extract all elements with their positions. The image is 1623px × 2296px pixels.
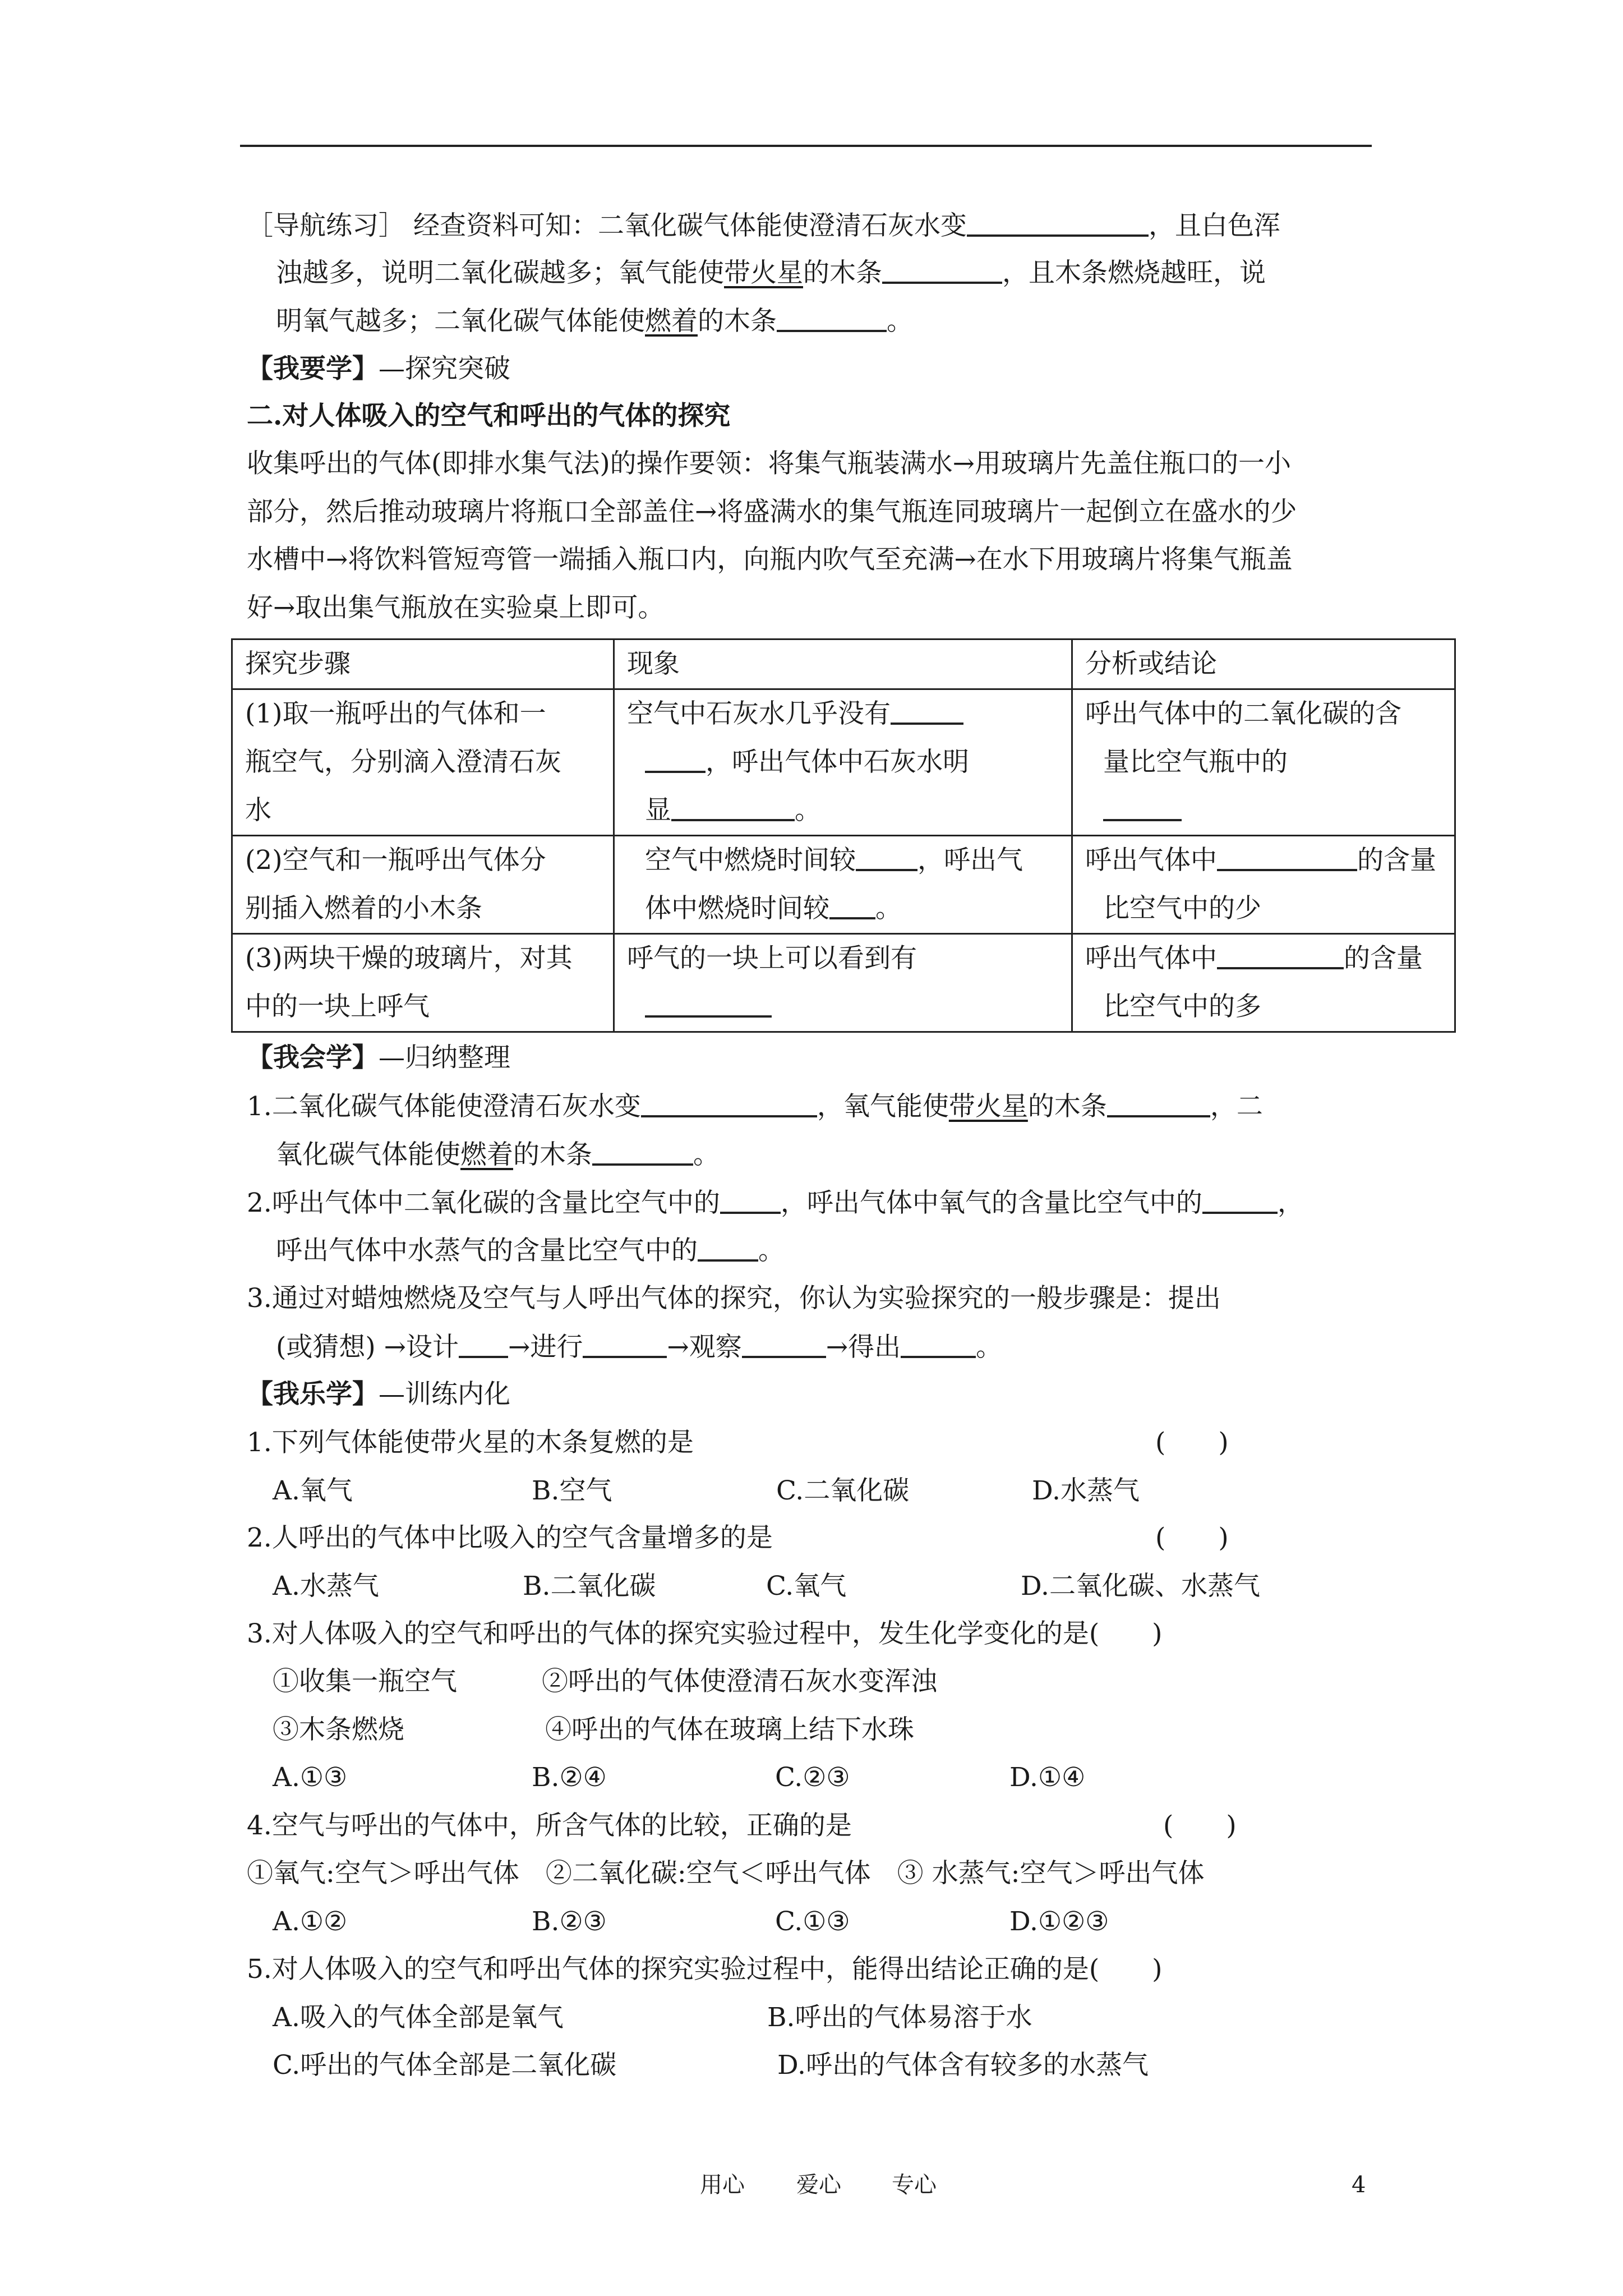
step-cell: (1)取一瓶呼出的气体和一 瓶空气，分别滴入澄清石灰 水 — [232, 689, 614, 836]
answer-blank[interactable] — [1217, 843, 1357, 871]
step-cell: (3)两块干燥的玻璃片，对其 中的一块上呼气 — [232, 934, 614, 1032]
section-heading-2: 二.对人体吸入的空气和呼出的气体的探究 — [247, 401, 731, 431]
table-row — [232, 934, 1455, 1032]
statement-2: ②呼出的气体使澄清石灰水变浑浊 — [542, 1666, 937, 1697]
option-a: A.吸入的气体全部是氧气 — [273, 2002, 564, 2033]
nav-line-3: 明氧气越多；二氧化碳气体能使燃着的木条 。 — [276, 304, 913, 338]
answer-blank[interactable] — [583, 1330, 667, 1358]
conclusion-cell: 呼出气体中 的含量 比空气中的少 — [1072, 836, 1455, 934]
option-a: A.①② — [273, 1906, 348, 1937]
answer-paren[interactable]: ( ) — [1163, 1810, 1237, 1841]
answer-blank[interactable] — [459, 1330, 508, 1358]
answer-blank[interactable] — [856, 843, 917, 871]
option-d: D.①④ — [1009, 1762, 1086, 1793]
nav-line-2: 浊越多，说明二氧化碳越多；氧气能使带火星的木条 ，且木条燃烧越旺，说 — [276, 256, 1266, 290]
answer-blank[interactable] — [1107, 1089, 1210, 1117]
option-b: B.②③ — [532, 1906, 607, 1937]
answer-blank[interactable] — [742, 1330, 826, 1358]
nav-line-1: ［导航练习］ 经查资料可知：二氧化碳气体能使澄清石灰水变 ，且白色浑 — [247, 209, 1280, 243]
statement-4: ④呼出的气体在玻璃上结下水珠 — [545, 1714, 914, 1745]
header-rule — [240, 145, 1372, 147]
phenomenon-cell: 呼气的一块上可以看到有 — [614, 934, 1072, 1032]
table-row — [232, 689, 1455, 836]
footer-motto-2: 爱心 — [796, 2172, 841, 2198]
experiment-table — [231, 638, 1456, 1033]
option-a: A.①③ — [273, 1762, 348, 1793]
footer-motto-3: 专心 — [892, 2172, 937, 2198]
table-row — [232, 836, 1455, 934]
option-d: D.水蒸气 — [1032, 1475, 1140, 1506]
table-header-cell: 探究步骤 — [232, 639, 614, 689]
answer-blank[interactable] — [698, 1234, 758, 1262]
summary-1-line-1: 1.二氧化碳气体能使澄清石灰水变 ，氧气能使带火星的木条 ，二 — [247, 1089, 1263, 1124]
answer-blank[interactable] — [829, 891, 875, 919]
footer-motto-1: 用心 — [700, 2172, 745, 2198]
option-d: D.呼出的气体含有较多的水蒸气 — [777, 2050, 1149, 2081]
table-header-row — [232, 639, 1455, 689]
summary-3-line-2: (或猜想) →设计 →进行 →观察 →得出 。 — [276, 1330, 1002, 1364]
question-3-stem: 3.对人体吸入的空气和呼出的气体的探究实验过程中，发生化学变化的是( ) — [247, 1618, 1163, 1649]
phenomenon-cell: 空气中石灰水几乎没有 ，呼出气体中石灰水明 显 。 — [614, 689, 1072, 836]
procedure-line-2: 部分，然后推动玻璃片将瓶口全部盖住→将盛满水的集气瓶连同玻璃片一起倒立在盛水的少 — [247, 496, 1297, 527]
answer-blank[interactable] — [645, 990, 772, 1018]
option-a: A.氧气 — [273, 1475, 353, 1506]
answer-blank[interactable] — [641, 1089, 817, 1117]
summary-2-line-2: 呼出气体中水蒸气的含量比空气中的 。 — [276, 1234, 785, 1268]
answer-blank[interactable] — [901, 1330, 976, 1358]
option-b: B.②④ — [532, 1762, 607, 1793]
conclusion-cell: 呼出气体中的二氧化碳的含 量比空气瓶中的 — [1072, 689, 1455, 836]
answer-blank[interactable] — [1217, 941, 1344, 969]
question-4-stem: 4.空气与呼出的气体中，所含气体的比较，正确的是 — [247, 1810, 852, 1841]
table-header-cell: 现象 — [614, 639, 1072, 689]
statement-1: ①收集一瓶空气 — [273, 1666, 457, 1697]
procedure-line-1: 收集呼出的气体(即排水集气法)的操作要领：将集气瓶装满水→用玻璃片先盖住瓶口的一小 — [247, 448, 1292, 479]
answer-paren[interactable]: ( ) — [1155, 1522, 1229, 1553]
option-b: B.空气 — [532, 1475, 612, 1506]
section-wohuixue: 【我会学】—归纳整理 — [247, 1042, 510, 1073]
summary-2-line-1: 2.呼出气体中二氧化碳的含量比空气中的 ，呼出气体中氧气的含量比空气中的 ， — [247, 1186, 1304, 1220]
option-a: A.水蒸气 — [273, 1571, 379, 1602]
option-c: C.呼出的气体全部是二氧化碳 — [273, 2050, 617, 2081]
option-c: C.二氧化碳 — [776, 1475, 910, 1506]
answer-blank[interactable] — [891, 697, 963, 725]
answer-blank[interactable] — [645, 745, 706, 773]
question-5-stem: 5.对人体吸入的空气和呼出气体的探究实验过程中，能得出结论正确的是( ) — [247, 1954, 1163, 1985]
answer-blank[interactable] — [882, 256, 1002, 284]
summary-3-line-1: 3.通过对蜡烛燃烧及空气与人呼出气体的探究，你认为实验探究的一般步骤是：提出 — [247, 1283, 1221, 1314]
question-2-stem: 2.人呼出的气体中比吸入的空气含量增多的是 — [247, 1522, 773, 1553]
option-c: C.氧气 — [766, 1571, 847, 1602]
section-wolexue: 【我乐学】—训练内化 — [247, 1379, 510, 1410]
conclusion-cell: 呼出气体中 的含量 比空气中的多 — [1072, 934, 1455, 1032]
answer-blank[interactable] — [1103, 793, 1182, 821]
answer-paren[interactable]: ( ) — [1155, 1427, 1229, 1458]
comparison-statements: ①氧气:空气＞呼出气体 ②二氧化碳:空气＜呼出气体 ③ 水蒸气:空气＞呼出气体 — [247, 1858, 1205, 1889]
statement-3: ③木条燃烧 — [273, 1714, 404, 1745]
answer-blank[interactable] — [967, 209, 1149, 237]
answer-blank[interactable] — [592, 1138, 693, 1166]
answer-blank[interactable] — [720, 1186, 781, 1214]
summary-1-line-2: 氧化碳气体能使燃着的木条 。 — [276, 1138, 720, 1172]
option-d: D.①②③ — [1009, 1906, 1109, 1937]
question-1-stem: 1.下列气体能使带火星的木条复燃的是 — [247, 1427, 694, 1458]
option-c: C.②③ — [775, 1762, 850, 1793]
table-header-cell: 分析或结论 — [1072, 639, 1455, 689]
procedure-line-4: 好→取出集气瓶放在实验桌上即可。 — [247, 592, 665, 623]
answer-blank[interactable] — [777, 304, 887, 332]
step-cell: (2)空气和一瓶呼出气体分 别插入燃着的小木条 — [232, 836, 614, 934]
phenomenon-cell: 空气中燃烧时间较 ，呼出气 体中燃烧时间较 。 — [614, 836, 1072, 934]
option-b: B.呼出的气体易溶于水 — [767, 2002, 1032, 2033]
option-d: D.二氧化碳、水蒸气 — [1021, 1571, 1260, 1602]
section-woyaoxue: 【我要学】—探究突破 — [247, 353, 510, 384]
page-number: 4 — [1352, 2172, 1366, 2198]
answer-blank[interactable] — [671, 793, 795, 821]
procedure-line-3: 水槽中→将饮料管短弯管一端插入瓶口内，向瓶内吹气至充满→在水下用玻璃片将集气瓶盖 — [247, 544, 1293, 575]
answer-blank[interactable] — [1202, 1186, 1278, 1214]
option-c: C.①③ — [775, 1906, 850, 1937]
option-b: B.二氧化碳 — [523, 1571, 656, 1602]
